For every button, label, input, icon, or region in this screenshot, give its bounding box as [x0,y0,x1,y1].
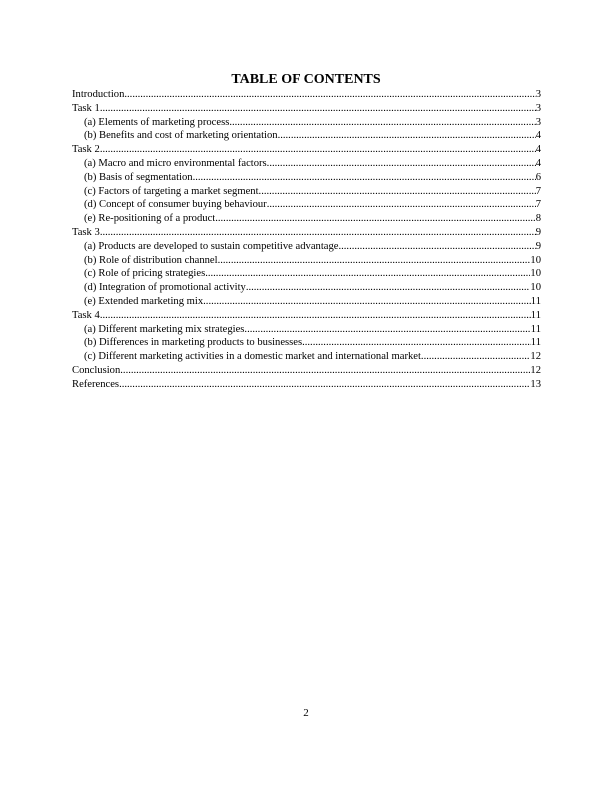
toc-title: TABLE OF CONTENTS [231,72,381,87]
toc-entry[interactable] [72,378,541,392]
toc-entry-page-number: 12 [530,364,541,376]
toc-entry-page-number: 11 [530,337,541,349]
toc-entry-page-number: 4 [535,157,541,169]
toc-entry-label: (e) Extended marketing mix [84,295,204,307]
toc-entry-label: (a) Elements of marketing process [84,116,230,128]
toc-dot-leader [119,378,530,392]
page-number: 2 [303,707,309,719]
toc-dot-leader [100,226,536,240]
toc-entry[interactable] [72,198,541,212]
toc-dot-leader [338,240,535,254]
toc-entry-label: (c) Factors of targeting a market segment [84,185,259,197]
toc-dot-leader [100,309,531,323]
toc-list [72,88,541,392]
toc-dot-leader [215,212,535,226]
toc-entry[interactable] [72,336,541,350]
toc-entry-label: Task 4 [72,309,100,321]
toc-dot-leader [193,171,536,185]
toc-entry[interactable] [72,171,541,185]
toc-entry-page-number: 10 [530,282,541,294]
toc-entry-page-number: 8 [535,213,541,225]
toc-dot-leader [278,129,536,143]
toc-entry[interactable] [72,281,541,295]
toc-entry-label: Task 3 [72,226,100,238]
toc-entry[interactable] [72,185,541,199]
toc-entry-page-number: 10 [530,254,541,266]
toc-dot-leader [421,350,530,364]
toc-entry-page-number: 3 [535,102,541,114]
toc-entry[interactable] [72,323,541,337]
toc-entry-label: Conclusion [72,364,121,376]
toc-entry-label: (a) Products are developed to sustain competitive advantage [84,240,339,252]
toc-entry-label: (d) Integration of promotional activity [84,282,246,294]
toc-entry-page-number: 3 [535,116,541,128]
toc-entry-label: Introduction [72,89,125,100]
toc-entry-page-number: 7 [535,199,541,211]
toc-dot-leader [259,185,536,199]
toc-entry-page-number: 9 [535,240,541,252]
toc-entry-page-number: 3 [535,89,541,100]
toc-dot-leader [244,323,530,337]
toc-entry-label: (e) Re-positioning of a product [84,213,216,225]
toc-entry-label: (b) Role of distribution channel [84,254,218,266]
toc-dot-leader [205,267,530,281]
toc-entry[interactable] [72,129,541,143]
toc-entry-page-number: 7 [535,185,541,197]
toc-entry-label: (a) Macro and micro environmental factors [84,157,267,169]
toc-entry-page-number: 4 [535,130,541,142]
toc-entry-page-number: 11 [530,309,541,321]
toc-entry[interactable] [72,88,541,102]
toc-entry-page-number: 10 [530,268,541,280]
toc-entry-label: (c) Role of pricing strategies [84,268,206,280]
toc-entry-label: (c) Different marketing activities in a domestic market and international market [84,351,421,363]
toc-entry[interactable] [72,309,541,323]
toc-entry-page-number: 13 [530,378,541,390]
toc-entry[interactable] [72,102,541,116]
toc-dot-leader [229,116,535,130]
toc-entry[interactable] [72,212,541,226]
toc-entry-label: (d) Concept of consumer buying behaviour [84,199,267,211]
toc-entry[interactable] [72,226,541,240]
toc-dot-leader [100,102,536,116]
toc-entry[interactable] [72,143,541,157]
toc-entry-page-number: 4 [535,144,541,156]
toc-entry-label: Task 1 [72,102,100,114]
toc-entry-page-number: 9 [535,226,541,238]
toc-dot-leader [218,254,531,268]
toc-entry[interactable] [72,267,541,281]
toc-dot-leader [267,157,536,171]
toc-entry-label: (b) Differences in marketing products to businesses [84,337,303,349]
toc-entry[interactable] [72,295,541,309]
toc-entry-page-number: 6 [535,171,541,183]
toc-entry-label: Task 2 [72,144,100,156]
toc-entry[interactable] [72,240,541,254]
toc-entry-page-number: 11 [530,323,541,335]
toc-entry-label: References [72,378,120,390]
toc-entry[interactable] [72,254,541,268]
toc-entry-label: (a) Different marketing mix strategies [84,323,245,335]
toc-dot-leader [124,88,535,102]
toc-entry-label: (b) Benefits and cost of marketing orientation [84,130,278,142]
toc-dot-leader [302,336,531,350]
toc-entry[interactable] [72,116,541,130]
toc-dot-leader [267,198,536,212]
toc-entry[interactable] [72,364,541,378]
toc-dot-leader [100,143,536,157]
toc-dot-leader [203,295,531,309]
toc-entry[interactable] [72,350,541,364]
toc-entry-page-number: 12 [530,351,541,363]
toc-entry-label: (b) Basis of segmentation [84,171,193,183]
toc-entry-page-number: 11 [530,295,541,307]
toc-dot-leader [120,364,530,378]
toc-dot-leader [246,281,531,295]
toc-entry[interactable] [72,157,541,171]
